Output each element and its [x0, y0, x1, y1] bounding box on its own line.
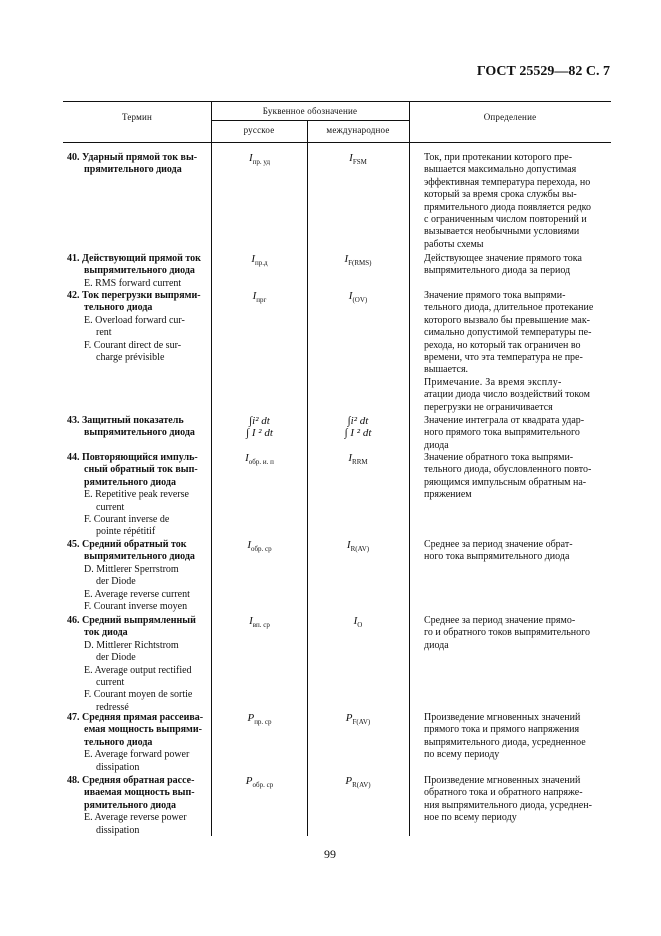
symbol-subscript: пр. ср: [254, 718, 272, 727]
symbol-subscript: FSM: [352, 158, 367, 167]
symbol-letter: I: [344, 253, 349, 265]
term-name-line: рямительного диода: [84, 476, 176, 488]
term-cell: [67, 415, 207, 440]
term-cell: [67, 712, 207, 774]
definition-line: ряющимся импульсным обратным на-: [424, 476, 587, 488]
symbol-subscript: прг: [256, 296, 267, 305]
formula-line: ∫i² dt: [347, 415, 369, 427]
definition-cell: [424, 539, 598, 564]
russian-symbol: [212, 712, 307, 729]
definition-line: симально допустимой температуры пе-: [424, 327, 592, 339]
symbol-letter: I: [346, 539, 351, 551]
header-russian: русское: [243, 125, 275, 135]
term-name-line: емая мощность выпрями-: [84, 724, 202, 736]
international-symbol: [307, 539, 409, 556]
symbol-letter: I: [348, 452, 353, 464]
term-cell: [67, 539, 207, 613]
foreign-equivalent-line: der Diode: [96, 576, 136, 588]
term-name-line: 43. Защитный показатель: [67, 415, 184, 426]
note-line: Примечание. За время эксплу-: [424, 376, 562, 388]
definition-line: тельного диода, длительное протекание: [424, 302, 594, 314]
header-definition: Определение: [483, 112, 537, 122]
term-name-line: прямительного диода: [84, 164, 182, 176]
definition-line: Произведение мгновенных значений: [424, 712, 581, 723]
foreign-equivalent-line: redressé: [96, 701, 129, 713]
symbol-letter: P: [345, 712, 353, 724]
symbol-subscript: пр. уд: [252, 158, 271, 167]
term-name-line: 41. Действующий прямой ток: [67, 253, 201, 264]
foreign-equivalent-line: E. RMS forward current: [84, 277, 182, 289]
definition-line: тельного диода, обусловленного повто-: [424, 464, 592, 476]
definition-cell: [424, 290, 598, 414]
international-symbol: [307, 712, 409, 729]
symbol-subscript: пр.д: [255, 259, 268, 268]
symbol-letter: I: [245, 452, 249, 464]
term-cell: [67, 290, 207, 364]
definition-line: вызывается необычными условиями: [424, 226, 580, 238]
term-cell: [67, 152, 207, 177]
foreign-equivalent-line: D. Mittlerer Richtstrom: [84, 639, 179, 651]
definition-line: прямого тока и прямого напряжения: [424, 724, 580, 736]
foreign-equivalent-line: D. Mittlerer Sperrstrom: [84, 563, 179, 575]
definition-line: Действующее значение прямого тока: [424, 253, 582, 264]
term-name-line: рямительного диода: [84, 799, 176, 811]
page-number: 99: [324, 847, 336, 861]
symbol-subscript: обр. и. п: [248, 458, 274, 467]
term-name-line: иваемая мощность вып-: [84, 787, 195, 799]
definition-line: ное по всему периоду: [424, 812, 517, 824]
definition-line: времени, что эта температура не пре-: [424, 352, 583, 364]
russian-symbol: [212, 615, 307, 632]
definition-cell: [424, 415, 598, 452]
symbol-letter: P: [345, 775, 353, 787]
definition-line: которого вызвало бы превышение мак-: [424, 314, 591, 326]
term-name-line: ток диода: [84, 627, 128, 639]
russian-symbol: [212, 539, 307, 556]
table-divider-3: [409, 101, 410, 836]
symbol-letter: I: [249, 615, 253, 627]
term-name-line: 46. Средний выпрямленный: [67, 615, 196, 626]
term-cell: [67, 253, 207, 290]
term-name-line: сный обратный ток вып-: [84, 464, 198, 476]
foreign-equivalent-line: F. Courant moyen de sortie: [84, 689, 193, 701]
definition-line: рехода, но который так ограничен во: [424, 339, 581, 351]
symbol-subscript: обр. ср: [251, 545, 272, 554]
definition-line: выпрямительного диода, усредненное: [424, 736, 586, 748]
definition-line: Значение обратного тока выпрями-: [424, 452, 574, 463]
symbol-letter: I: [251, 253, 256, 265]
table-subheader-rule: [211, 120, 409, 121]
symbol-subscript: R(AV): [350, 545, 370, 554]
header-letter-designation: Буквенное обозначение: [262, 106, 358, 116]
symbol-letter: I: [353, 615, 358, 627]
foreign-equivalent-line: rent: [96, 327, 112, 339]
term-name-line: выпрямительного диода: [84, 265, 195, 277]
definition-line: Значение прямого тока выпрями-: [424, 290, 566, 301]
russian-symbol: [212, 775, 307, 792]
symbol-subscript: F(RMS): [348, 259, 372, 268]
term-name-line: 40. Ударный прямой ток вы-: [67, 152, 198, 163]
term-name-line: 47. Средняя прямая рассеива-: [67, 712, 204, 723]
international-symbol: [307, 253, 409, 270]
definition-line: диода: [424, 639, 449, 651]
symbol-letter: P: [247, 712, 255, 724]
definition-line: эффективная температура перехода, но: [424, 176, 591, 188]
symbol-subscript: вп. ср: [252, 621, 270, 630]
term-name-line: выпрямительного диода: [84, 427, 195, 439]
foreign-equivalent-line: current: [96, 501, 125, 513]
foreign-equivalent-line: der Diode: [96, 652, 136, 664]
formula-line: ∫ I ² dt: [246, 427, 273, 440]
definition-line: ного тока выпрямительного диода: [424, 551, 570, 563]
definition-line: пряжением: [424, 489, 472, 501]
foreign-equivalent-line: dissipation: [96, 824, 140, 836]
definition-line: с ограниченным числом повторений и: [424, 214, 587, 226]
formula-line: ∫ I ² dt: [344, 427, 372, 440]
russian-symbol: [212, 152, 307, 169]
international-symbol: [307, 290, 409, 307]
header-term: Термин: [121, 112, 153, 122]
definition-line: вышается.: [424, 364, 469, 376]
term-cell: [67, 775, 207, 837]
standard-header: ГОСТ 25529—82 С. 7: [476, 64, 610, 79]
symbol-subscript: (OV): [352, 296, 368, 305]
term-name-line: 42. Ток перегрузки выпрями-: [67, 290, 201, 301]
definition-line: по всему периоду: [424, 749, 500, 761]
foreign-equivalent-line: E. Repetitive peak reverse: [84, 489, 189, 501]
symbol-letter: P: [245, 775, 253, 787]
symbol-letter: I: [252, 290, 257, 302]
foreign-equivalent-line: F. Courant inverse de: [84, 514, 170, 526]
definition-cell: [424, 775, 598, 825]
term-name-line: выпрямительного диода: [84, 551, 195, 563]
table-header-bottom-rule: [63, 142, 611, 143]
symbol-subscript: R(AV): [352, 781, 371, 790]
definition-cell: [424, 253, 598, 278]
definition-cell: [424, 712, 598, 762]
definition-line: вышается максимально допустимая: [424, 164, 577, 176]
symbol-subscript: O: [357, 621, 363, 630]
definition-line: Значение интеграла от квадрата удар-: [424, 415, 585, 426]
definition-line: диода: [424, 439, 449, 451]
definition-line: Среднее за период значение прямо-: [424, 615, 576, 626]
symbol-subscript: обр. ср: [252, 781, 274, 790]
russian-symbol: [212, 415, 307, 440]
definition-cell: [424, 615, 598, 652]
definition-cell: [424, 452, 598, 502]
term-name-line: тельного диода: [84, 302, 153, 314]
definition-cell: [424, 152, 598, 251]
international-symbol: [307, 775, 409, 792]
definition-line: го и обратного токов выпрямительного: [424, 627, 590, 639]
symbol-letter: I: [248, 152, 253, 164]
table-divider-2: [307, 120, 308, 836]
term-cell: [67, 615, 207, 714]
foreign-equivalent-line: E. Overload forward cur-: [84, 314, 185, 326]
header-international: международное: [326, 125, 390, 135]
term-cell: [67, 452, 207, 539]
foreign-equivalent-line: E. Average forward power: [84, 749, 190, 761]
table-top-rule: [63, 101, 611, 102]
symbol-subscript: RRM: [352, 458, 368, 467]
symbol-subscript: F(AV): [352, 718, 371, 727]
foreign-equivalent-line: E. Average reverse current: [84, 588, 190, 600]
russian-symbol: [212, 452, 307, 469]
definition-line: ного прямого тока выпрямительного: [424, 427, 580, 439]
foreign-equivalent-line: E. Average reverse power: [84, 812, 187, 824]
international-symbol: [307, 152, 409, 169]
note-line: атации диода число воздействий током: [424, 389, 590, 401]
term-name-line: 45. Средний обратный ток: [67, 539, 187, 550]
definition-line: Произведение мгновенных значений: [424, 775, 581, 786]
formula-line: ∫i² dt: [249, 415, 270, 427]
term-name-line: тельного диода: [84, 736, 153, 748]
symbol-letter: I: [349, 152, 353, 164]
term-name-line: 44. Повторяющийся импуль-: [67, 452, 198, 463]
definition-line: выпрямительного диода за период: [424, 265, 571, 277]
definition-line: который за время срока службы вы-: [424, 189, 577, 201]
foreign-equivalent-line: E. Average output rectified: [84, 664, 192, 676]
russian-symbol: [212, 290, 307, 307]
international-symbol: [307, 615, 409, 632]
definition-line: Ток, при протекании которого пре-: [424, 152, 573, 163]
note-line: перегрузки не ограничивается: [424, 401, 553, 413]
definition-line: прямительного диода появляется редко: [424, 201, 592, 213]
foreign-equivalent-line: pointe répétitif: [96, 526, 156, 538]
foreign-equivalent-line: F. Courant direct de sur-: [84, 339, 182, 351]
foreign-equivalent-line: dissipation: [96, 761, 140, 773]
definition-line: обратного тока и обратного напряже-: [424, 787, 583, 799]
foreign-equivalent-line: F. Courant inverse moyen: [84, 601, 188, 613]
international-symbol: [307, 415, 409, 440]
definition-line: работы схемы: [424, 238, 484, 250]
symbol-letter: I: [247, 539, 251, 551]
term-name-line: 48. Средняя обратная рассе-: [67, 775, 195, 786]
international-symbol: [307, 452, 409, 469]
definition-line: Среднее за период значение обрат-: [424, 539, 573, 550]
definition-line: ния выпрямительного диода, усреднен-: [424, 799, 592, 811]
symbol-letter: I: [348, 290, 353, 302]
foreign-equivalent-line: current: [96, 677, 125, 689]
foreign-equivalent-line: charge prévisible: [96, 352, 165, 364]
russian-symbol: [212, 253, 307, 270]
